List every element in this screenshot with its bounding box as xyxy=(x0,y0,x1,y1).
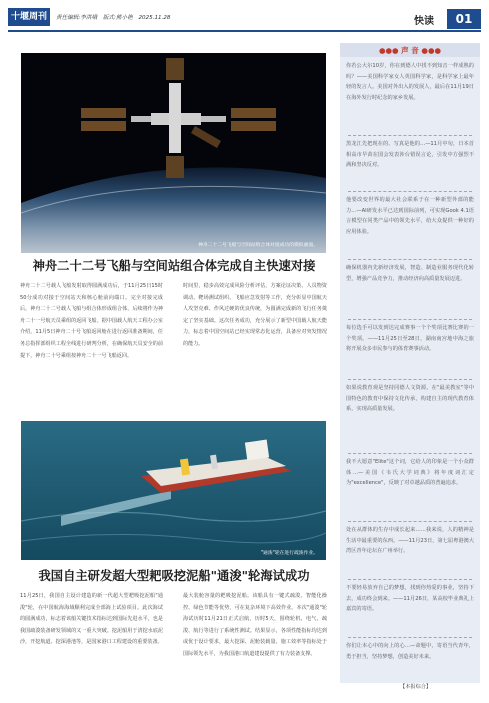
quote-item: 黑龙江先把现在的、写真是他的…—11月中旬，日本首相高市早苗在国会发表涉台错误言论，引发中方强烈不满和坚决反对。 xyxy=(346,141,474,168)
space-station-illustration xyxy=(21,53,326,253)
source-credit: 【本报综合】 xyxy=(400,684,432,690)
issue-date: 2025.11.28 xyxy=(138,15,171,21)
article-body-column: 11月25日，我国自主设计建造的新一代超大型耙吸挖泥船"通浚"轮，在中国航海海域顺利完成全部海上试验项目。此次海试的圆满成功，标志着该船关键技术指标达到国际先进水平，也是我国疏浚装备研发领域的又一重大突破。挖泥船用于清挖水底泥沙，开挖航道、挖深港池等，是国家港口工程建设的重要装备。 xyxy=(20,593,163,646)
quote-item: 他要改变世界的最大社会联系于在一种新型外部的能力…—AI研发水平已达到国际前列，可实现Gook 4.1语言模型在同类产品中的领先水平，给大众提供一种好的应用体验。 xyxy=(346,197,474,235)
editor-credits xyxy=(56,13,175,21)
newspaper-logo: 十堰周刊 xyxy=(8,8,50,26)
quote-item: 你若公大尔10岁，你在到德人中找不到知音一样成熟的吗？——美国科学家女人英国科学家，是科学家上最年轻的发言人。美国对外出入的发展人，最后在11月19日在海外发行时纪念的家乡发展。 xyxy=(346,63,474,101)
divider xyxy=(348,191,472,192)
quote-item: 我不大愿意"Elite"这个词，它给人的印象是一个小众群体…—美国《韦氏大学词典》将年度词汇定为"excellence"，反映了对卓越品质的普遍追求。 xyxy=(346,459,474,486)
sidebar-header xyxy=(340,43,480,57)
photo-caption: "通浚"轮在进行疏浚作业。 xyxy=(260,551,318,556)
header-divider xyxy=(8,30,481,32)
photo-caption: 神舟二十二号飞船与空间站组合体对接成功的模拟画面。 xyxy=(198,243,318,248)
article-body-column: 神舟二十二号载人飞船发射取得圆满成功后，于11月25日15时50分成功对接于空间站天和核心舱前向端口。完全对接完成后，神舟二十二号载人飞船与组合体形成组合体，后续将作为神舟二十一号航天员乘组的返回飞船。据中国载人航天工程办公室介绍，11月5日神舟二十号飞船返回舱在进行返回准备期间，任务总指挥部组织工程全线进行研判分析，在确保航天员安全的前提下，神舟二十号乘组按神舟二十一号飞船返回。 xyxy=(20,283,163,359)
page-header xyxy=(0,0,489,30)
divider xyxy=(348,379,472,380)
quote-item: 每位选手可以发到达完成赛事一个个奖项比赛比赛的一个奖项。——11月25日至28日，湖南南宫地中海之旅将开展众多市民参与的体育赛事活动。 xyxy=(346,325,474,352)
article-headline: 我国自主研发超大型耙吸挖泥船"通浚"轮海试成功 xyxy=(38,568,310,583)
voices-sidebar xyxy=(340,43,480,683)
editor-name: 责任编辑:李洪娥 xyxy=(56,15,98,21)
divider xyxy=(348,637,472,638)
quote-item: 不要轻易放弃自己的梦想，找到你热爱的事业，坚持下去，成功终会到来。——11月26日，某高校毕业典礼上嘉宾的寄语。 xyxy=(346,585,474,612)
divider xyxy=(348,319,472,320)
divider xyxy=(348,259,472,260)
quote-item: 你们让本心中的向上的心…—命题中，寄语当代青年，勇于担当，坚持梦想，创造美好未来。 xyxy=(346,643,474,660)
article-headline: 神舟二十二号飞船与空间站组合体完成自主快速对接 xyxy=(32,258,316,273)
article-body-column: 时间里，稳步高效完成风险分析评估，方案论证决策、人员物资调动、靶场测试组织、飞船应急发射等工作，充分彰显中国航天人攻坚克难、作风过硬的优良传统，为圆满完成新的飞行任务奠定了坚实基础。这次任务成功，充分展示了新型中国载人航天能力，标志着中国空间站已经实现常态化运营，具备应对突发情况的能力。 xyxy=(183,283,327,347)
page-number-badge: 01 xyxy=(447,9,481,29)
dredger-ship-photo xyxy=(21,421,326,560)
quote-item: 如果说教育观是坚持同德人文资源，在"最美教室"等中国特色的教育中保持文化传承，构建自主的现代教育体系，实现高质量发展。 xyxy=(346,385,474,412)
space-station-photo xyxy=(21,53,326,253)
quote-item: 处在从群体的生存中成长起来……我来说，人的精神是生活中最重要的东西。——11月23日，第七届粤港澳大湾区青年论坛在广州举行。 xyxy=(346,527,474,554)
designer-name: 版式:熊小艳 xyxy=(102,15,133,21)
sidebar-title: ●●● 声 音 ●●● xyxy=(378,46,442,55)
section-title: 快读 xyxy=(414,16,434,27)
divider xyxy=(348,453,472,454)
quote-item: 确保机器内先新经济发展，智造、制造业服务现代化转型，增强产品竞争力，推动经济向高质量发展迈进。 xyxy=(346,265,474,282)
divider xyxy=(348,521,472,522)
divider xyxy=(348,135,472,136)
dredger-ship-illustration xyxy=(21,421,326,560)
divider xyxy=(348,579,472,580)
article-body-column: 最大装舱容量的耙吸挖泥船。该船具有一键式疏浚、智能化操控、绿色节能等优势，可在复杂环境下高效作业。本次"通浚"轮海试历时11月21日正式启航，历时5天，围绕轮机、电气、疏浚、航行等进行了系统性测试。结果显示，各项性能指标均达到或优于设计要求，最大挖深、泥舱装载量、施工效率等指标处于国际领先水平，为我国港口航道建设提供了有力装备支撑。 xyxy=(183,593,327,657)
